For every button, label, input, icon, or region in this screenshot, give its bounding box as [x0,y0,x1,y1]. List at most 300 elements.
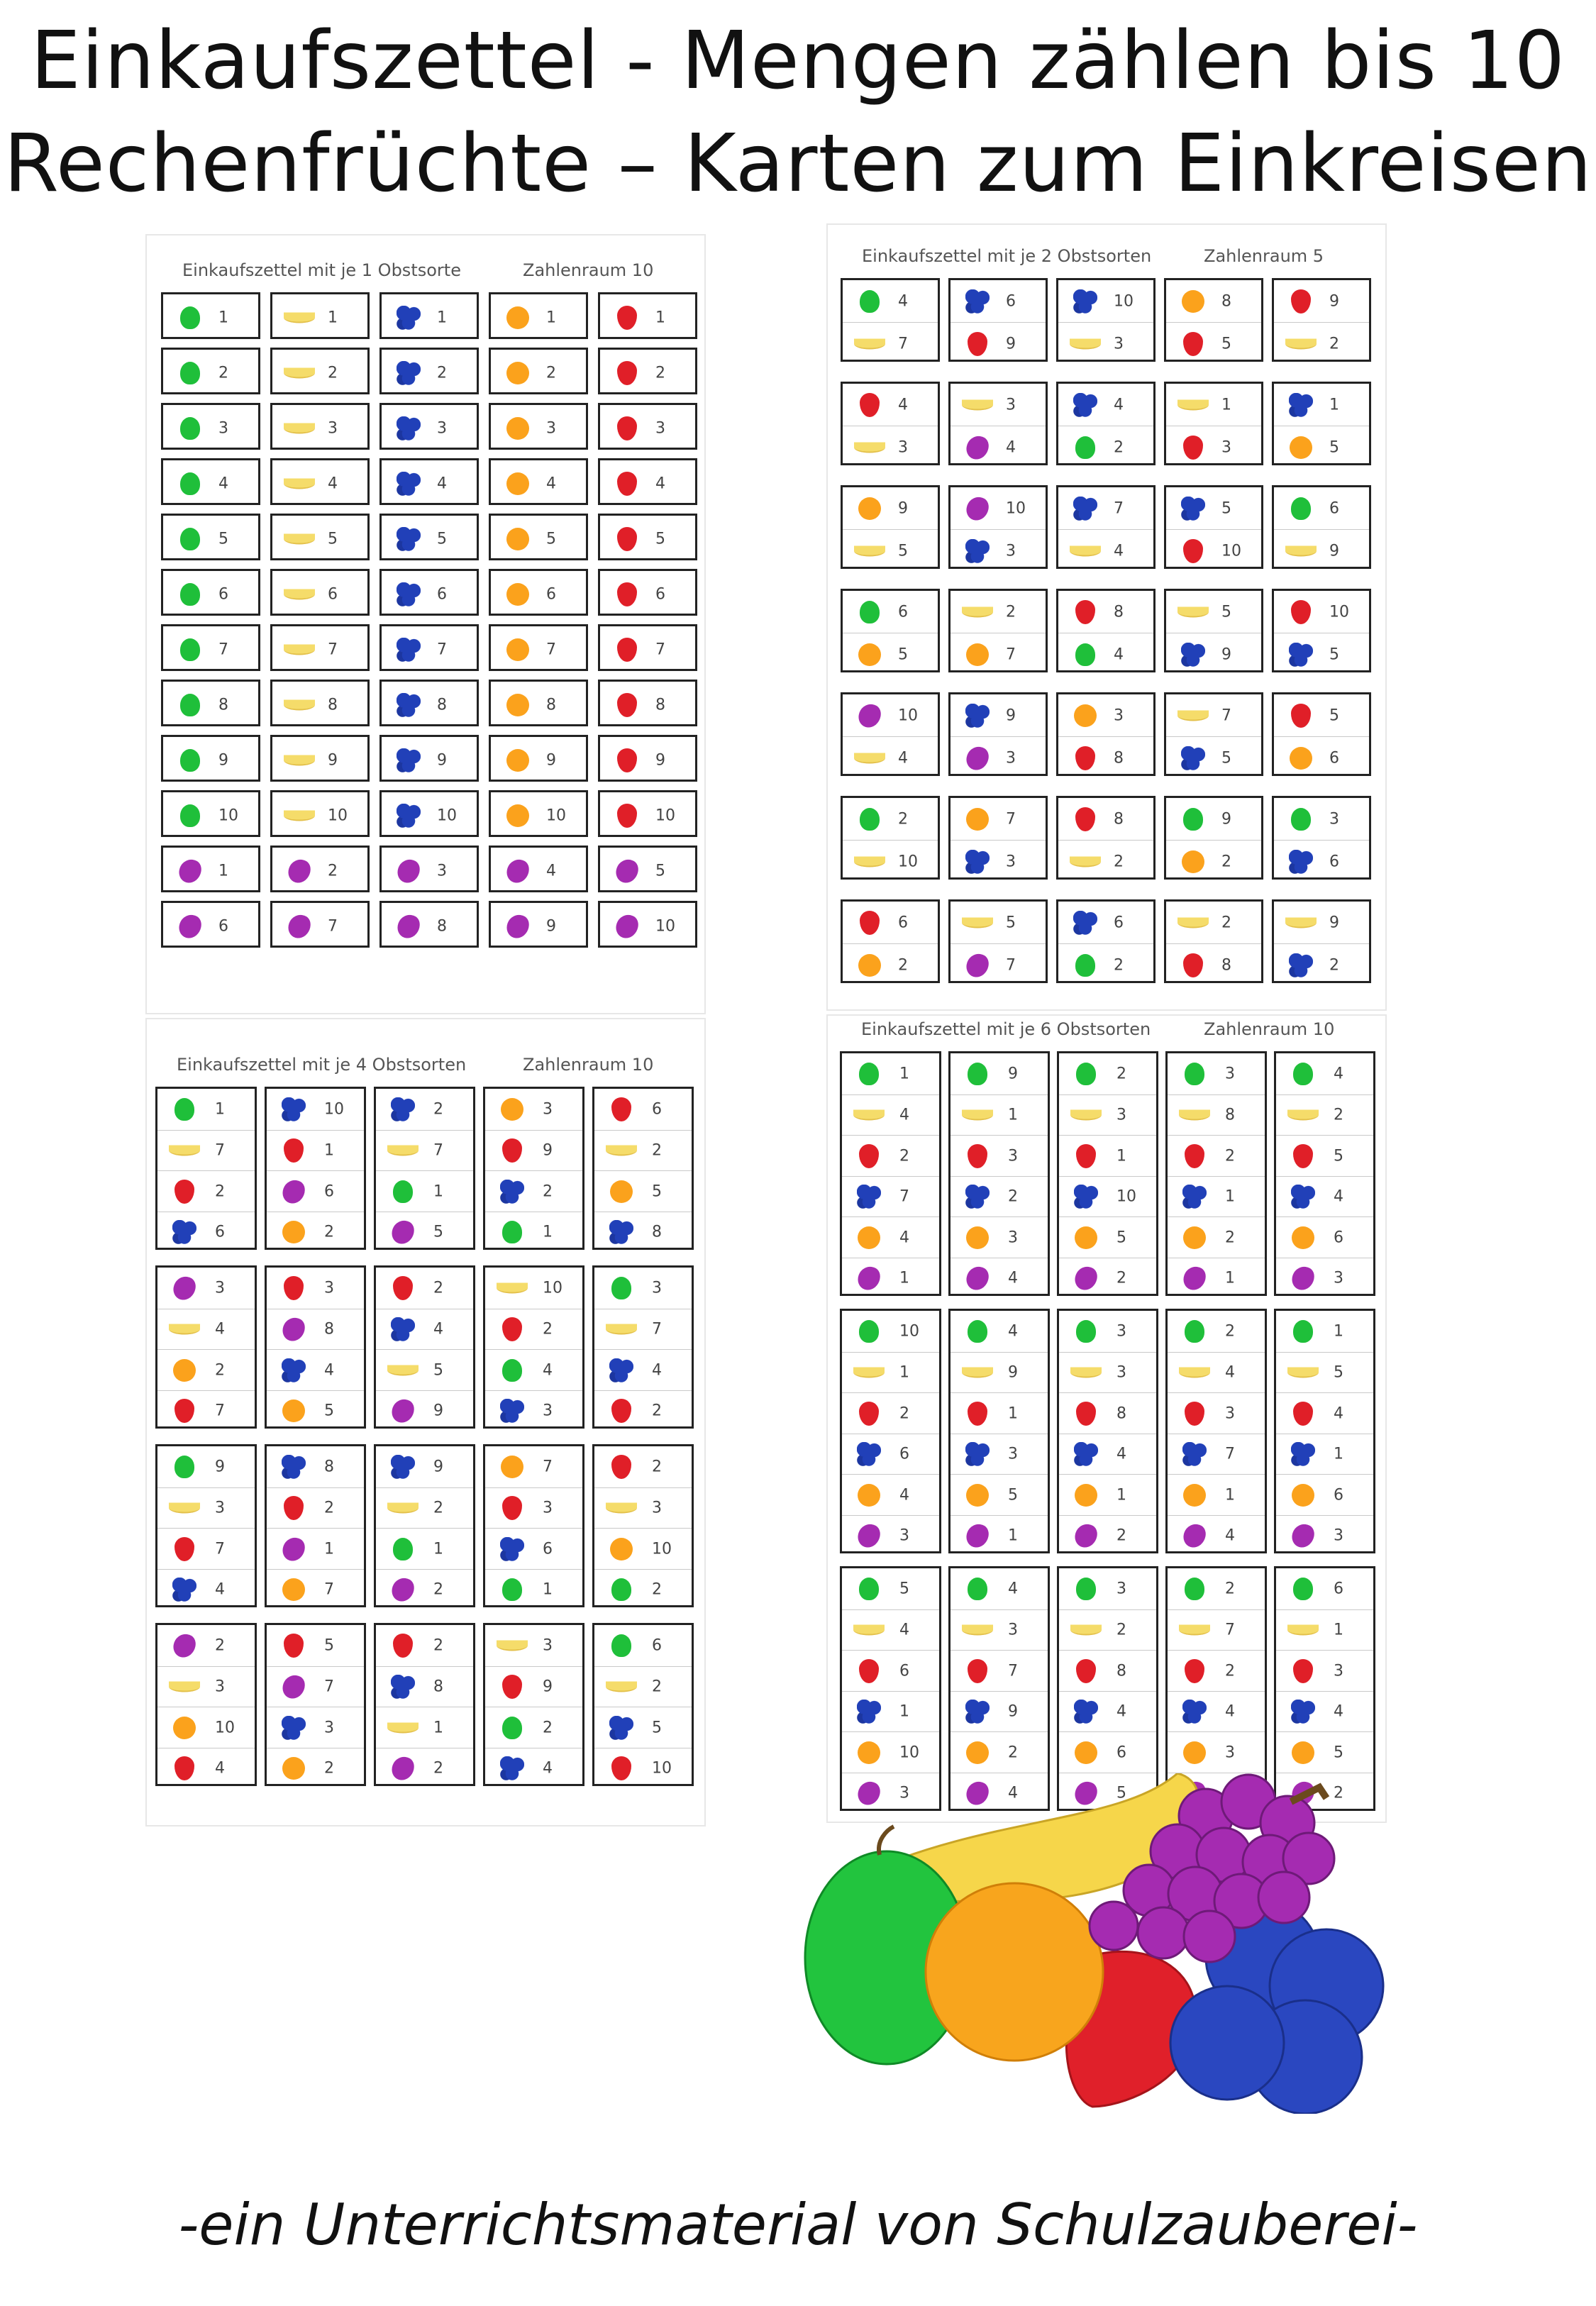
counting-card[interactable] [592,1623,694,1786]
quantity-number: 4 [1008,1269,1018,1287]
counting-card[interactable] [1056,692,1156,776]
counting-card[interactable] [841,692,940,776]
counting-card[interactable] [270,680,370,726]
quantity-number: 2 [1116,1065,1126,1083]
quantity-number: 4 [898,396,908,414]
blueberry-icon [857,1700,881,1724]
banana-icon [284,368,315,379]
quantity-number: 2 [1116,1269,1126,1287]
counting-card[interactable] [598,735,697,782]
quantity-number: 9 [1221,645,1231,663]
card-row [951,736,1046,779]
card-row [157,1569,255,1611]
counting-card[interactable] [1274,1309,1375,1553]
counting-card[interactable] [161,403,260,450]
orange-icon [966,1484,989,1507]
quantity-number: 2 [652,1580,662,1599]
counting-card[interactable] [374,1444,475,1607]
counting-card[interactable] [1056,589,1156,672]
counting-card[interactable] [489,569,588,616]
counting-card[interactable] [1057,1309,1158,1553]
counting-card[interactable] [379,624,479,671]
counting-card[interactable] [483,1265,584,1429]
counting-card[interactable] [379,348,479,394]
orange-icon [858,643,881,666]
blueberry-icon [1289,850,1313,874]
counting-card[interactable] [161,569,260,616]
fruit-basket-illustration-icon [780,1773,1404,2114]
card-row [842,1352,939,1394]
counting-card[interactable] [161,348,260,394]
quantity-number: 2 [433,1759,443,1778]
counting-card[interactable] [489,680,588,726]
counting-card[interactable] [270,292,370,339]
quantity-number: 1 [1221,396,1231,414]
blueberry-icon [282,1097,306,1121]
quantity-number: 7 [1006,645,1016,663]
counting-card[interactable] [948,1051,1050,1296]
orange-icon [506,306,529,329]
card-row [485,1446,582,1487]
counting-card[interactable] [948,692,1048,776]
card-row [1059,1176,1156,1218]
counting-card[interactable] [489,514,588,560]
card-row [843,840,938,882]
quantity-number: 3 [324,1279,334,1297]
counting-card[interactable] [598,680,697,726]
quantity-number: 4 [898,292,908,310]
apple-icon [502,1359,522,1382]
counting-card[interactable] [161,458,260,505]
quantity-number: 3 [1116,1106,1126,1124]
counting-card[interactable] [948,796,1048,880]
card-row [594,1446,692,1487]
banana-icon [962,399,993,410]
orange-icon [1075,1226,1097,1249]
counting-card[interactable] [270,624,370,671]
quantity-number: 2 [328,364,338,382]
apple-icon [1291,497,1311,520]
card-row [1058,902,1153,943]
counting-card[interactable] [592,1265,694,1429]
counting-card[interactable] [161,735,260,782]
quantity-number: 5 [1334,1363,1343,1382]
quantity-number: 7 [899,1187,909,1206]
counting-card[interactable] [1165,1309,1267,1553]
quantity-number: 2 [652,1141,662,1160]
counting-card[interactable] [1272,692,1371,776]
counting-card[interactable] [1164,692,1263,776]
counting-card[interactable] [598,458,697,505]
counting-card[interactable] [270,348,370,394]
counting-card[interactable] [840,1051,941,1296]
card-row [594,1130,692,1172]
banana-icon [387,1503,419,1514]
quantity-number: 3 [1008,1445,1018,1463]
counting-card[interactable] [1164,899,1263,983]
quantity-number: 1 [433,1540,443,1558]
card-row [951,1258,1048,1299]
quantity-number: 9 [433,1458,443,1476]
quantity-number: 2 [899,1404,909,1423]
card-row [382,848,477,894]
counting-card[interactable] [379,735,479,782]
quantity-number: 8 [324,1320,334,1338]
quantity-number: 9 [1329,914,1339,931]
quantity-number: 3 [543,1499,553,1517]
counting-card[interactable] [598,348,697,394]
strawberry-icon [1076,1402,1096,1426]
apple-icon [860,808,880,831]
strawberry-icon [968,1144,987,1168]
blueberry-icon [1074,1700,1098,1724]
counting-card[interactable] [379,403,479,450]
counting-card[interactable] [1272,796,1371,880]
quantity-number: 1 [328,309,338,327]
quantity-number: 2 [1114,438,1124,456]
counting-card[interactable] [841,278,940,362]
card-row [842,1568,939,1609]
grape-icon [963,742,993,773]
card-row [272,792,367,839]
card-row [1059,1650,1156,1692]
counting-card[interactable] [1056,796,1156,880]
counting-card[interactable] [489,292,588,339]
card-row [1274,384,1369,426]
counting-card[interactable] [592,1444,694,1607]
counting-card[interactable] [948,589,1048,672]
banana-icon [1287,1110,1319,1121]
card-row [267,1528,364,1570]
counting-card[interactable] [270,790,370,837]
quantity-number: 1 [899,1363,909,1382]
counting-card[interactable] [155,1444,257,1607]
card-row [1058,633,1153,675]
card-row [157,1446,255,1487]
grape-icon [170,1630,200,1661]
quantity-number: 2 [1006,603,1016,621]
counting-card[interactable] [379,680,479,726]
counting-card[interactable] [379,901,479,948]
strawberry-icon [174,1399,194,1423]
card-row [382,792,477,839]
quantity-number: 8 [1114,810,1124,828]
counting-card[interactable] [1272,485,1371,569]
quantity-number: 2 [433,1636,443,1655]
card-row [267,1268,364,1309]
quantity-number: 5 [1329,645,1339,663]
quantity-number: 2 [433,1279,443,1297]
card-row [951,1515,1048,1557]
quantity-number: 5 [899,1580,909,1598]
counting-card[interactable] [379,790,479,837]
card-row [1168,1515,1265,1557]
counting-card[interactable] [489,458,588,505]
counting-card[interactable] [598,403,697,450]
counting-card[interactable] [1056,899,1156,983]
counting-card[interactable] [598,846,697,892]
counting-card[interactable] [841,382,940,465]
card-row [376,1625,473,1666]
card-row [272,460,367,507]
orange-icon [282,1757,305,1780]
counting-card[interactable] [265,1444,366,1607]
counting-card[interactable] [374,1623,475,1786]
counting-card[interactable] [598,790,697,837]
quantity-number: 1 [218,862,228,880]
quantity-number: 5 [1221,335,1231,353]
card-row [1166,487,1261,529]
banana-icon [1177,399,1209,410]
counting-card[interactable] [1272,382,1371,465]
counting-card[interactable] [598,624,697,671]
apple-icon [180,362,200,384]
quantity-number: 3 [324,1719,334,1737]
orange-icon [173,1359,196,1382]
counting-card[interactable] [489,403,588,450]
counting-card[interactable] [1272,899,1371,983]
card-row [1059,1311,1156,1352]
orange-icon [1292,1226,1314,1249]
quantity-number: 10 [652,1759,672,1778]
quantity-number: 1 [1116,1486,1126,1504]
counting-card[interactable] [1164,382,1263,465]
counting-card[interactable] [265,1265,366,1429]
counting-card[interactable] [161,680,260,726]
card-row [951,1094,1048,1136]
counting-card[interactable] [483,1444,584,1607]
card-row [157,1089,255,1130]
quantity-number: 1 [1008,1526,1018,1545]
counting-card[interactable] [841,796,940,880]
counting-card[interactable] [489,846,588,892]
quantity-number: 4 [1334,1187,1343,1206]
counting-card[interactable] [1164,485,1263,569]
orange-icon [966,1741,989,1764]
counting-card[interactable] [841,485,940,569]
orange-icon [1075,1484,1097,1507]
quantity-number: 4 [1008,1580,1018,1598]
counting-card[interactable] [265,1087,366,1250]
counting-card[interactable] [155,1623,257,1786]
strawberry-icon [1293,1659,1313,1683]
blueberry-icon [1181,746,1205,770]
quantity-number: 1 [655,309,665,327]
counting-card[interactable] [161,790,260,837]
grape-icon [1288,1520,1319,1551]
quantity-number: 8 [1116,1662,1126,1680]
card-row [376,1446,473,1487]
counting-card[interactable] [161,292,260,339]
counting-card[interactable] [379,514,479,560]
counting-card[interactable] [161,514,260,560]
counting-card[interactable] [270,735,370,782]
card-row [491,405,586,452]
strawberry-icon [1183,953,1203,977]
counting-card[interactable] [598,292,697,339]
blueberry-icon [609,1220,633,1244]
counting-card[interactable] [948,382,1048,465]
strawberry-icon [968,1402,987,1426]
quantity-number: 8 [1116,1404,1126,1423]
counting-card[interactable] [598,569,697,616]
page-title-line-1: Einkaufszettel - Mengen zählen bis 10 [30,15,1566,107]
orange-icon [1182,290,1204,313]
counting-card[interactable] [948,278,1048,362]
counting-card[interactable] [1057,1051,1158,1296]
quantity-number: 3 [1008,1621,1018,1639]
quantity-number: 4 [1008,1784,1018,1802]
counting-card[interactable] [598,901,697,948]
counting-card[interactable] [489,348,588,394]
card-row [594,1268,692,1309]
quantity-number: 5 [546,530,556,548]
counting-card[interactable] [270,846,370,892]
counting-card[interactable] [379,846,479,892]
quantity-number: 2 [1116,1526,1126,1545]
quantity-number: 4 [652,1361,662,1380]
counting-card[interactable] [1056,278,1156,362]
counting-card[interactable] [155,1265,257,1429]
card-row [1168,1135,1265,1177]
blueberry-icon [500,1399,524,1423]
counting-card[interactable] [270,569,370,616]
quantity-number: 4 [1008,1322,1018,1341]
quantity-number: 2 [1225,1322,1235,1341]
orange-icon [858,497,881,520]
counting-card[interactable] [1272,589,1371,672]
orange-icon [858,1484,880,1507]
counting-card[interactable] [1164,589,1263,672]
counting-card[interactable] [155,1087,257,1250]
card-row [1059,1135,1156,1177]
quantity-number: 4 [218,475,228,493]
banana-icon [387,1146,419,1156]
banana-icon [962,917,993,928]
quantity-number: 8 [218,696,228,714]
quantity-number: 3 [1006,853,1016,870]
grape-icon [612,911,643,942]
counting-card[interactable] [483,1087,584,1250]
orange-icon [506,417,529,440]
quantity-number: 3 [1334,1526,1343,1545]
quantity-number: 10 [655,917,675,936]
card-row [157,1528,255,1570]
orange-icon [1075,1741,1097,1764]
quantity-number: 2 [898,956,908,974]
counting-card[interactable] [948,899,1048,983]
counting-card[interactable] [270,458,370,505]
counting-card[interactable] [1272,278,1371,362]
blueberry-icon [1181,497,1205,521]
counting-card[interactable] [1056,382,1156,465]
counting-card[interactable] [270,514,370,560]
banana-icon [853,1625,885,1636]
counting-card[interactable] [592,1087,694,1250]
card-row [1059,1609,1156,1651]
card-row [163,626,258,673]
grape-icon [612,855,643,887]
card-row [951,1311,1048,1352]
counting-card[interactable] [270,901,370,948]
grape-icon [388,1753,419,1784]
card-row [1166,322,1261,365]
strawberry-icon [1183,436,1203,460]
banana-icon [284,700,315,711]
counting-card[interactable] [489,901,588,948]
card-row [267,1170,364,1212]
card-row [1276,1691,1373,1733]
counting-card[interactable] [948,1309,1050,1553]
card-row [1166,280,1261,322]
blueberry-icon [1182,1700,1207,1724]
counting-card[interactable] [374,1087,475,1250]
counting-card[interactable] [483,1623,584,1786]
banana-icon [1070,1110,1102,1121]
counting-card[interactable] [379,569,479,616]
counting-card[interactable] [265,1623,366,1786]
orange-icon [1182,850,1204,873]
counting-card[interactable] [948,485,1048,569]
counting-card[interactable] [1164,796,1263,880]
card-row [843,633,938,675]
quantity-number: 6 [1329,853,1339,870]
blueberry-icon [1291,1442,1315,1466]
counting-card[interactable] [489,735,588,782]
card-row [267,1707,364,1748]
counting-card[interactable] [841,899,940,983]
quantity-number: 2 [1329,956,1339,974]
strawberry-icon [502,1675,522,1699]
banana-icon [284,313,315,323]
quantity-number: 5 [1221,603,1231,621]
counting-card[interactable] [270,403,370,450]
counting-card[interactable] [1165,1051,1267,1296]
quantity-number: 2 [1225,1580,1235,1598]
grape-icon [963,431,993,462]
counting-card[interactable] [841,589,940,672]
card-row [843,591,938,633]
counting-card[interactable] [379,292,479,339]
counting-card[interactable] [161,901,260,948]
counting-card[interactable] [489,790,588,837]
card-row [376,1487,473,1529]
apple-icon [1076,1320,1096,1343]
counting-card[interactable] [1056,485,1156,569]
counting-card[interactable] [1274,1051,1375,1296]
card-row [376,1309,473,1351]
counting-card[interactable] [598,514,697,560]
counting-card[interactable] [161,624,260,671]
apple-icon [502,1578,522,1601]
counting-card[interactable] [374,1265,475,1429]
apple-icon [968,1063,987,1085]
card-row [157,1666,255,1708]
counting-card[interactable] [1164,278,1263,362]
counting-card[interactable] [379,458,479,505]
card-row [951,1135,1048,1177]
quantity-number: 5 [898,542,908,560]
banana-icon [1177,710,1209,721]
quantity-number: 4 [543,1361,553,1380]
quantity-number: 4 [1006,438,1016,456]
quantity-number: 4 [1334,1404,1343,1423]
counting-card[interactable] [840,1309,941,1553]
counting-card[interactable] [161,846,260,892]
quantity-number: 3 [1006,749,1016,767]
quantity-number: 4 [899,1621,909,1639]
counting-card[interactable] [489,624,588,671]
